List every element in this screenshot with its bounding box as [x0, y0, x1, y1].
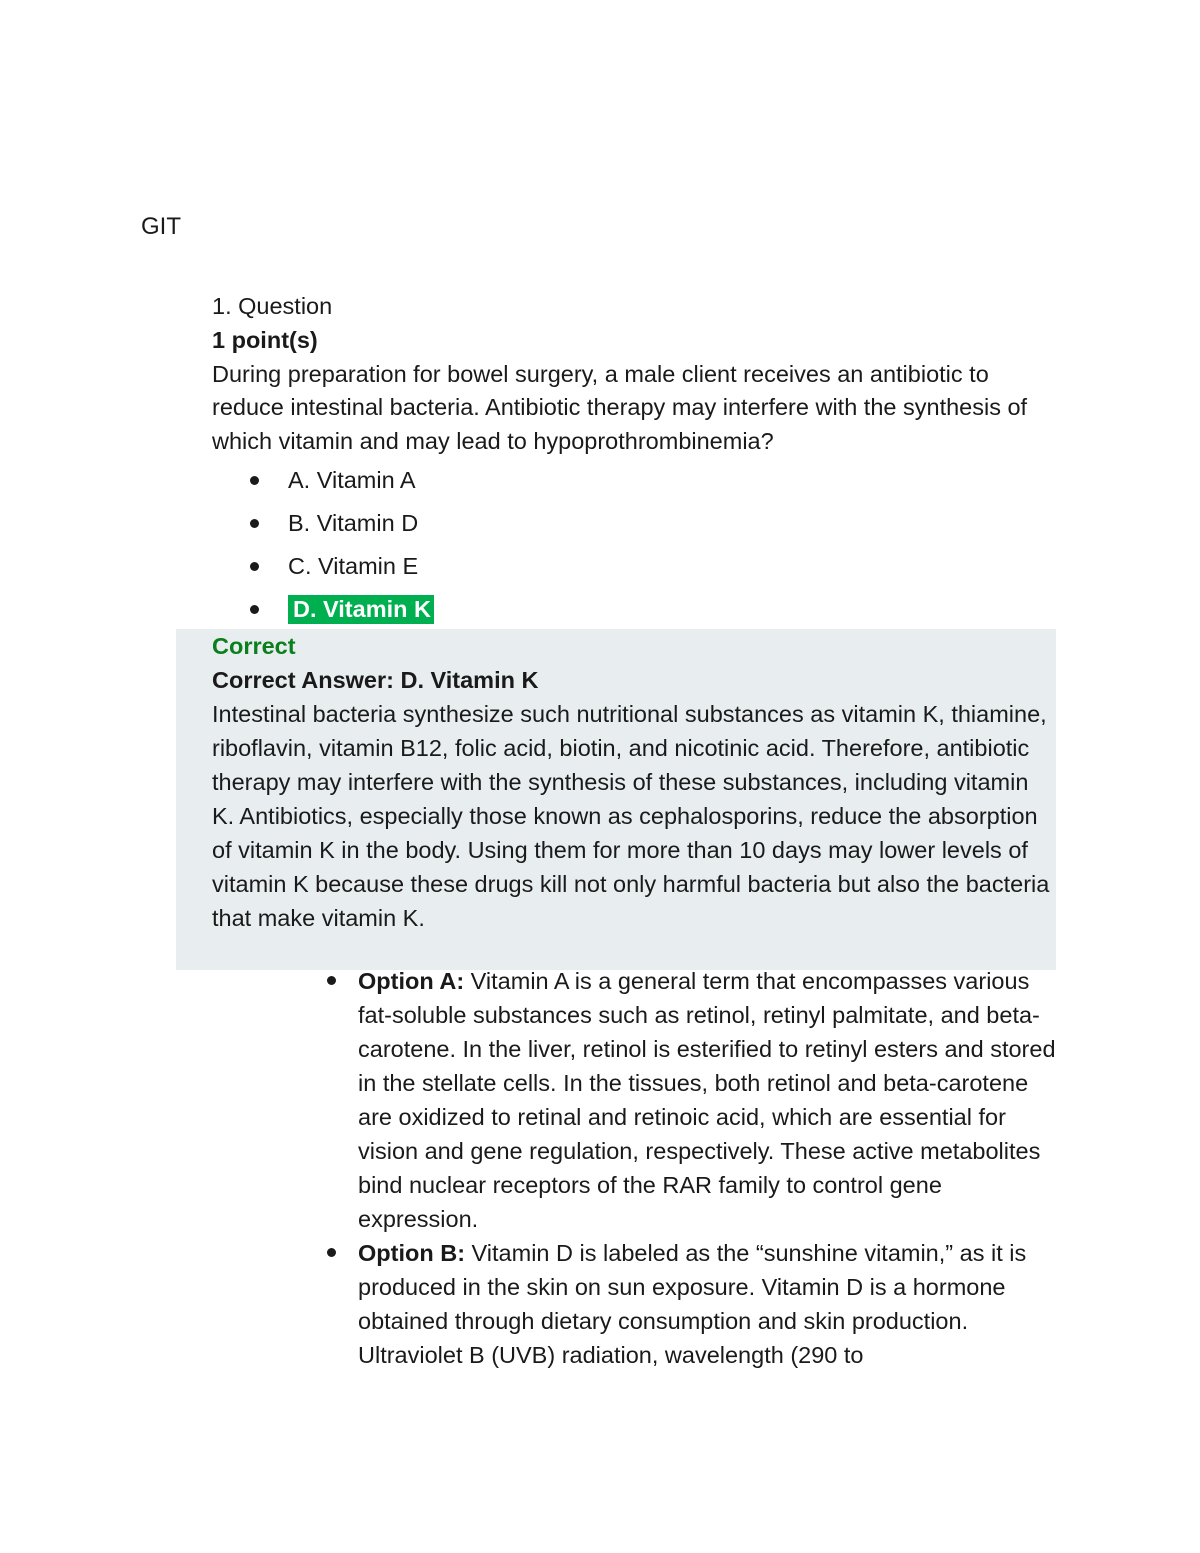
answer-option-label: A. Vitamin A — [288, 466, 416, 493]
feedback-explanation: Intestinal bacteria synthesize such nutritional substances as vitamin K, thiamine, riboflavin, vitamin B12, folic acid, biotin, and nicotinic acid. Therefore, antibiotic therapy may interfere with the synthesis of these substances, including vitamin K. Antibiotics, especially those known as cephalosporins, reduce the absorption of vitamin K in the body. Using them for more than 10 days may lower levels of vitamin K because these drugs kill not only harmful bacteria but also the bacteria that make vitamin K. — [212, 701, 1050, 931]
bullet-icon — [327, 976, 336, 985]
rationale-label: Option B: — [358, 1240, 466, 1266]
rationale-label: Option A: — [358, 968, 465, 994]
answer-options-list — [212, 459, 1062, 631]
answer-feedback-panel — [176, 629, 1056, 970]
bullet-icon — [250, 519, 259, 528]
answer-option-d-correct[interactable] — [212, 588, 1062, 631]
rationale-text: Vitamin D is labeled as the “sunshine vitamin,” as it is produced in the skin on sun exposure. Vitamin D is a hormone obtained through dietary consumption and skin production. Ultraviolet B (UVB) radiation, wavelength (290 to — [358, 1240, 1027, 1368]
answer-option-c[interactable] — [212, 545, 1062, 588]
question-number: 1. Question — [212, 293, 333, 319]
feedback-content — [212, 629, 1052, 935]
document-heading: GIT — [141, 213, 181, 240]
rationale-item — [358, 1236, 1058, 1372]
feedback-status: Correct — [212, 633, 296, 659]
bullet-icon — [327, 1248, 336, 1257]
question-block — [212, 290, 1062, 631]
question-points: 1 point(s) — [212, 326, 318, 353]
answer-option-b[interactable] — [212, 502, 1062, 545]
bullet-icon — [250, 476, 259, 485]
option-rationales-list — [358, 964, 1058, 1372]
bullet-icon — [250, 605, 259, 614]
correct-answer-line: Correct Answer: D. Vitamin K — [212, 667, 539, 693]
bullet-icon — [250, 562, 259, 571]
question-text: During preparation for bowel surgery, a male client receives an antibiotic to reduce intestinal bacteria. Antibiotic therapy may interfere with the synthesis of which vitamin and may lead to hypoprothrombinemia? — [212, 360, 1028, 455]
rationale-item — [358, 964, 1058, 1236]
answer-option-a[interactable] — [212, 459, 1062, 502]
answer-option-label: B. Vitamin D — [288, 509, 419, 536]
rationale-text: Vitamin A is a general term that encompasses various fat-soluble substances such as retinol, retinyl palmitate, and beta-carotene. In the liver, retinol is esterified to retinyl esters and stored in the stellate cells. In the tissues, both retinol and beta-carotene are oxidized to retinal and retinoic acid, which are essential for vision and gene regulation, respectively. These active metabolites bind nuclear receptors of the RAR family to control gene expression. — [358, 968, 1056, 1232]
answer-option-label: D. Vitamin K — [288, 595, 434, 624]
answer-option-label: C. Vitamin E — [288, 552, 419, 579]
